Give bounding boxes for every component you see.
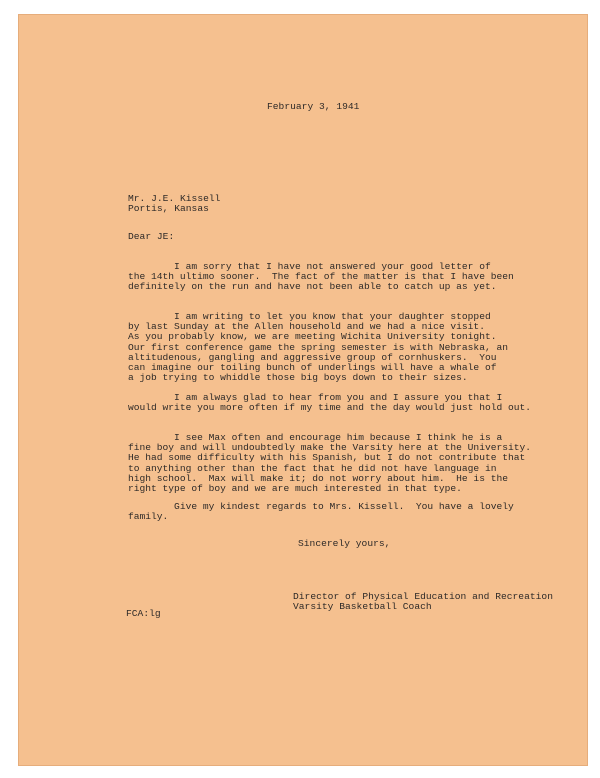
recipient-city: Portis, Kansas (128, 203, 209, 214)
paragraph-line: I see Max often and encourage him because I think he is a (128, 432, 503, 443)
letter-date: February 3, 1941 (267, 101, 360, 112)
paragraph-line: the 14th ultimo sooner. The fact of the matter is that I have been (128, 271, 514, 283)
paragraph-line: He had some difficulty with his Spanish, but I do not contribute that (128, 452, 526, 464)
paragraph-line: I am sorry that I have not answered your good letter of (128, 261, 491, 272)
paragraph-line: definitely on the run and have not been able to catch up as yet. (128, 281, 497, 293)
paragraph-2 (128, 312, 508, 383)
paragraph-4 (128, 433, 531, 494)
paragraph-line: altitudenous, gangling and aggressive group of cornhuskers. You (128, 351, 497, 363)
paragraph-line: can imagine our toiling bunch of underlings will have a whale of (128, 362, 497, 374)
recipient-name: Mr. J.E. Kissell (128, 193, 221, 204)
letter-page (18, 14, 588, 766)
paragraph-line: would write you more often if my time and the day would just hold out. (128, 402, 532, 414)
paragraph-line: by last Sunday at the Allen household and we had a nice visit. (128, 321, 485, 333)
paragraph-line: Give my kindest regards to Mrs. Kissell. You have a lovely (128, 501, 514, 512)
closing: Sincerely yours, (298, 538, 391, 549)
paragraph-line: family. (128, 511, 169, 523)
paragraph-line: Our first conference game the spring semester is with Nebraska, an (128, 341, 508, 353)
paragraph-line: high school. Max will make it; do not worry about him. He is the (128, 472, 508, 484)
typist-initials: FCA:lg (126, 608, 161, 619)
paragraph-line: I am writing to let you know that your daughter stopped (128, 311, 491, 322)
paragraph-line: right type of boy and we are much interested in that type. (128, 483, 462, 495)
paragraph-1 (128, 262, 514, 293)
paragraph-line: I am always glad to hear from you and I assure you that I (128, 392, 503, 403)
paragraph-line: fine boy and will undoubtedly make the Varsity here at the University. (128, 442, 532, 454)
paragraph-line: As you probably know, we are meeting Wichita University tonight. (128, 331, 497, 343)
paragraph-line: a job trying to whiddle those big boys down to their sizes. (128, 372, 468, 384)
paragraph-3 (128, 393, 531, 413)
salutation: Dear JE: (128, 231, 175, 242)
signature-title-2: Varsity Basketball Coach (293, 601, 432, 612)
signature-title-1: Director of Physical Education and Recreation (293, 591, 553, 602)
paragraph-5 (128, 502, 514, 522)
paragraph-line: to anything other than the fact that he did not have language in (128, 462, 497, 474)
